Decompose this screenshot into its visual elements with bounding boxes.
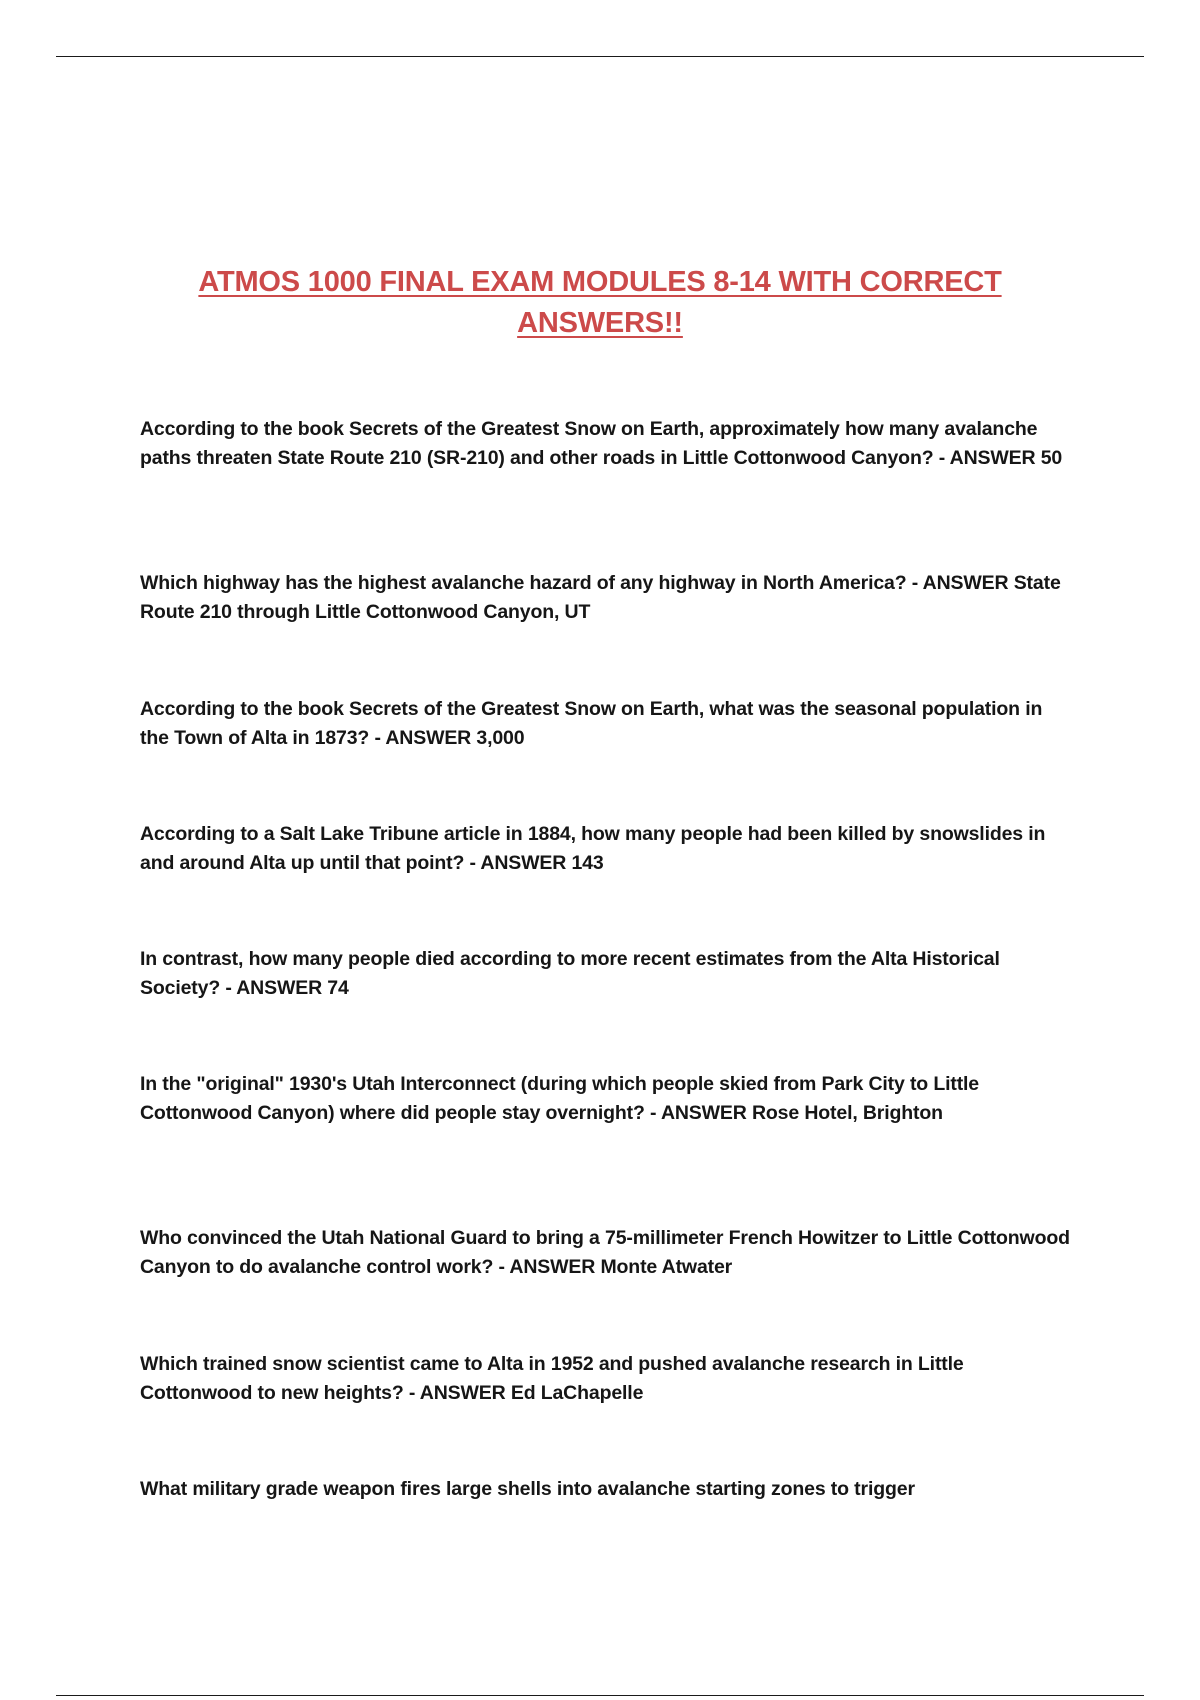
answer-text: Ed LaChapelle [510, 1382, 644, 1404]
question-text: According to the book Secrets of the Greatest Snow on Earth, what was the seasonal population in the Town of Alta in 1873? [140, 698, 1043, 749]
answer-text: 74 [327, 977, 349, 999]
question-text: According to a Salt Lake Tribune article in 1884, how many people had been killed by snowslides in and around Alta up until that point? [140, 823, 1046, 874]
answer-text: 3,000 [476, 727, 525, 749]
document-title: ATMOS 1000 FINAL EXAM MODULES 8-14 WITH CORRECT ANSWERS!! [198, 266, 1002, 339]
question-text: Which trained snow scientist came to Alta in 1952 and pushed avalanche research in Little Cottonwood to new heights? [140, 1353, 964, 1404]
answer-label: ANSWER [419, 1382, 506, 1404]
question-text: Who convinced the Utah National Guard to bring a 75-millimeter French Howitzer to Little Cottonwood Canyon to do avalanche control work? [140, 1227, 1070, 1278]
qa-item-3: According to the book Secrets of the Greatest Snow on Earth, what was the seasonal population in the Town of Alta in 1873? - ANSWER 3,000 [140, 698, 1043, 749]
qa-item-4: According to a Salt Lake Tribune article in 1884, how many people had been killed by snowslides in and around Alta up until that point? - ANSWER 143 [140, 823, 1046, 874]
qa-item-6: In the "original" 1930's Utah Interconnect (during which people skied from Park City to Little Cottonwood Canyon) where did people stay overnight? - ANSWER Rose Hotel, Brighton [140, 1073, 979, 1124]
question-text: In contrast, how many people died according to more recent estimates from the Alta Historical Society? [140, 948, 1000, 999]
answer-text: Monte Atwater [600, 1256, 733, 1278]
qa-item-9 [140, 1475, 1075, 1504]
answer-label: ANSWER [236, 977, 322, 999]
answer-text: 50 [1040, 447, 1063, 469]
question-text: What military grade weapon fires large shells into avalanche starting zones to trigger [140, 1478, 915, 1500]
answer-label: ANSWER [509, 1256, 596, 1278]
answer-label: ANSWER [480, 852, 567, 874]
qa-item-2: Which highway has the highest avalanche hazard of any highway in North America? - ANSWER State Route 210 through Little Cottonwood Canyon, UT [140, 572, 1061, 623]
qa-item-1: According to the book Secrets of the Greatest Snow on Earth, approximately how many avalanche paths threaten State Route 210 (SR-210) and other roads in Little Cottonwood Canyon? - ANSWER 50 [140, 418, 1063, 469]
answer-label: ANSWER [922, 572, 1009, 594]
bottom-rule [56, 1695, 1144, 1696]
question-text: In the "original" 1930's Utah Interconnect (during which people skied from Park City to Little Cottonwood Canyon) where did people stay overnight? [140, 1073, 979, 1124]
qa-item-5: In contrast, how many people died according to more recent estimates from the Alta Historical Society? - ANSWER 74 [140, 948, 1000, 999]
answer-text: Rose Hotel, Brighton [751, 1102, 943, 1124]
answer-label: ANSWER [660, 1102, 747, 1124]
answer-label: ANSWER [385, 727, 472, 749]
question-text: According to the book Secrets of the Greatest Snow on Earth, approximately how many avalanche paths threaten State Route 210 (SR-210) and other roads in Little Cottonwood Canyon? [140, 418, 1038, 469]
answer-text: 143 [571, 852, 604, 874]
qa-item-7: Who convinced the Utah National Guard to bring a 75-millimeter French Howitzer to Little Cottonwood Canyon to do avalanche control work? - ANSWER Monte Atwater [140, 1227, 1070, 1278]
answer-label: ANSWER [949, 447, 1036, 469]
answer-text: State Route 210 through Little Cottonwood Canyon, UT [140, 572, 1061, 623]
qa-item-8: Which trained snow scientist came to Alta in 1952 and pushed avalanche research in Little Cottonwood to new heights? - ANSWER Ed LaChapelle [140, 1353, 964, 1404]
top-rule [56, 56, 1144, 57]
question-text: Which highway has the highest avalanche hazard of any highway in North America? [140, 572, 907, 594]
